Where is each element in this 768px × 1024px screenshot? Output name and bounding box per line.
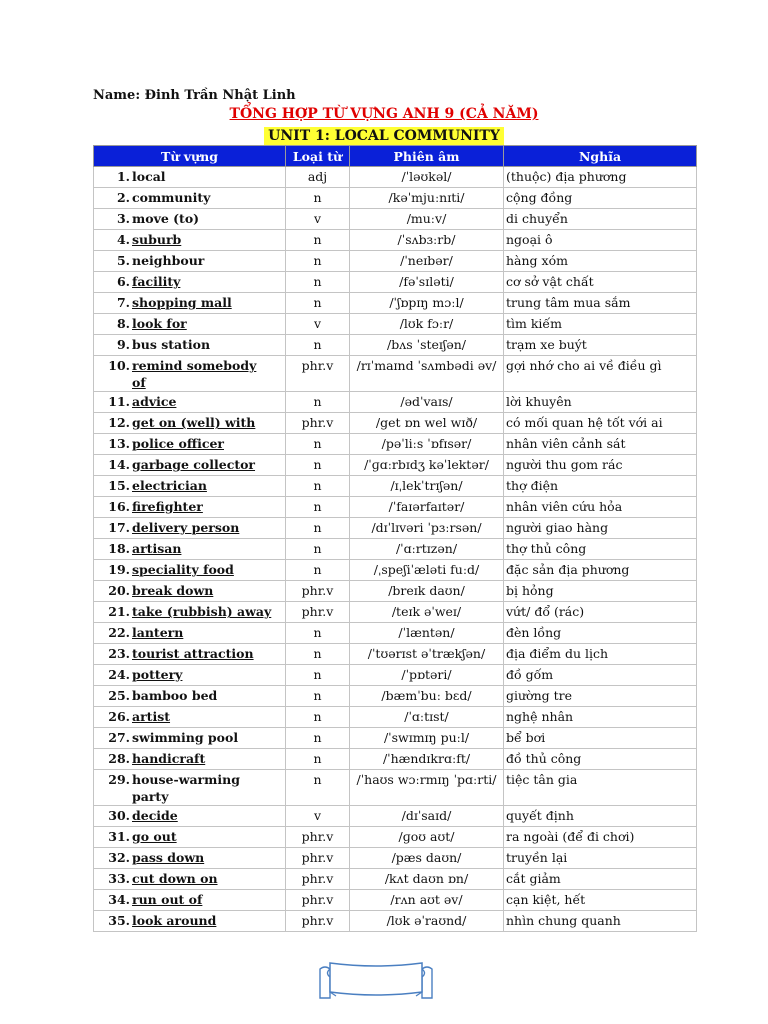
pronunciation-cell: /ˈhændɪkrɑːft/	[350, 749, 504, 770]
word-cell	[94, 335, 286, 356]
word-cell	[94, 827, 286, 848]
meaning-cell: ngoại ô	[504, 230, 697, 251]
row-number: 19.	[108, 562, 130, 577]
pronunciation-cell: /lʊk əˈraʊnd/	[350, 911, 504, 932]
word-text: bus station	[132, 337, 211, 352]
header-pronunciation: Phiên âm	[350, 146, 504, 167]
meaning-cell: người thu gom rác	[504, 455, 697, 476]
word-cell	[94, 749, 286, 770]
pronunciation-cell: /pəˈliːs ˈɒfɪsər/	[350, 434, 504, 455]
row-number: 26.	[108, 709, 130, 724]
table-row	[94, 188, 697, 209]
meaning-cell: người giao hàng	[504, 518, 697, 539]
word-type-cell: n	[286, 434, 350, 455]
word-type-cell: n	[286, 272, 350, 293]
word-text: local	[132, 169, 166, 184]
meaning-cell: truyền lại	[504, 848, 697, 869]
row-number: 34.	[108, 892, 130, 907]
word-type-cell: n	[286, 455, 350, 476]
word-type-cell: phr.v	[286, 602, 350, 623]
pronunciation-cell: /dɪˈlɪvəri ˈpɜːrsən/	[350, 518, 504, 539]
pronunciation-cell: /breɪk daʊn/	[350, 581, 504, 602]
pronunciation-cell: /dɪˈsaɪd/	[350, 806, 504, 827]
row-number: 3.	[116, 211, 130, 226]
word-text: shopping mall	[132, 295, 232, 310]
table-row	[94, 770, 697, 806]
meaning-cell: quyết định	[504, 806, 697, 827]
row-number: 18.	[108, 541, 130, 556]
table-row	[94, 602, 697, 623]
header-meaning: Nghĩa	[504, 146, 697, 167]
word-type-cell: phr.v	[286, 413, 350, 434]
word-text: remind somebody of	[132, 358, 257, 390]
row-number: 11.	[108, 394, 130, 409]
word-cell	[94, 455, 286, 476]
word-text: break down	[132, 583, 214, 598]
word-text: tourist attraction	[132, 646, 254, 661]
meaning-cell: gợi nhớ cho ai về điều gì	[504, 356, 697, 392]
row-number: 7.	[116, 295, 130, 310]
meaning-cell: đặc sản địa phương	[504, 560, 697, 581]
word-text: artisan	[132, 541, 182, 556]
word-type-cell: phr.v	[286, 890, 350, 911]
row-number: 1.	[116, 169, 130, 184]
word-cell	[94, 230, 286, 251]
pronunciation-cell: /teɪk əˈweɪ/	[350, 602, 504, 623]
word-text: look for	[132, 316, 187, 331]
document-title-text: TỔNG HỢP TỪ VỰNG ANH 9 (CẢ NĂM)	[229, 106, 539, 122]
word-cell	[94, 539, 286, 560]
table-row	[94, 728, 697, 749]
word-cell	[94, 434, 286, 455]
table-row	[94, 434, 697, 455]
word-cell	[94, 518, 286, 539]
word-text: take (rubbish) away	[132, 604, 272, 619]
word-cell	[94, 356, 286, 392]
table-row	[94, 167, 697, 188]
word-cell	[94, 272, 286, 293]
meaning-cell: nhân viên cảnh sát	[504, 434, 697, 455]
row-number: 28.	[108, 751, 130, 766]
row-number: 23.	[108, 646, 130, 661]
word-text: advice	[132, 394, 177, 409]
table-row	[94, 209, 697, 230]
meaning-cell: giường tre	[504, 686, 697, 707]
row-number: 9.	[116, 337, 130, 352]
pronunciation-cell: /rʌn aʊt əv/	[350, 890, 504, 911]
word-cell	[94, 314, 286, 335]
table-row	[94, 314, 697, 335]
pronunciation-cell: /ˈɑːtɪst/	[350, 707, 504, 728]
table-header-row	[94, 146, 697, 167]
pronunciation-cell: /lʊk fɔːr/	[350, 314, 504, 335]
pronunciation-cell: /ˈswɪmɪŋ puːl/	[350, 728, 504, 749]
meaning-cell: bị hỏng	[504, 581, 697, 602]
meaning-cell: cạn kiệt, hết	[504, 890, 697, 911]
row-number: 16.	[108, 499, 130, 514]
meaning-cell: nhìn chung quanh	[504, 911, 697, 932]
meaning-cell: đồ gốm	[504, 665, 697, 686]
word-type-cell: n	[286, 686, 350, 707]
pronunciation-cell: /rɪˈmaɪnd ˈsʌmbədi əv/	[350, 356, 504, 392]
student-name: Name: Đinh Trần Nhật Linh	[93, 88, 296, 103]
row-number: 6.	[116, 274, 130, 289]
word-type-cell: v	[286, 209, 350, 230]
word-cell	[94, 581, 286, 602]
word-cell	[94, 623, 286, 644]
table-row	[94, 644, 697, 665]
row-number: 12.	[108, 415, 130, 430]
meaning-cell: trạm xe buýt	[504, 335, 697, 356]
table-row	[94, 335, 697, 356]
row-number: 14.	[108, 457, 130, 472]
table-row	[94, 749, 697, 770]
word-cell	[94, 293, 286, 314]
table-row	[94, 476, 697, 497]
word-cell	[94, 890, 286, 911]
row-number: 27.	[108, 730, 130, 745]
word-type-cell: phr.v	[286, 869, 350, 890]
table-row	[94, 827, 697, 848]
meaning-cell: nhân viên cứu hỏa	[504, 497, 697, 518]
table-row	[94, 686, 697, 707]
pronunciation-cell: /kʌt daʊn ɒn/	[350, 869, 504, 890]
meaning-cell: đồ thủ công	[504, 749, 697, 770]
row-number: 33.	[108, 871, 130, 886]
header-word: Từ vựng	[94, 146, 286, 167]
word-type-cell: n	[286, 497, 350, 518]
word-text: house-warming party	[132, 772, 240, 804]
meaning-cell: (thuộc) địa phương	[504, 167, 697, 188]
word-type-cell: n	[286, 539, 350, 560]
word-text: decide	[132, 808, 178, 823]
row-number: 30.	[108, 808, 130, 823]
pronunciation-cell: /ˈɡɑːrbɪdʒ kəˈlektər/	[350, 455, 504, 476]
row-number: 22.	[108, 625, 130, 640]
table-row	[94, 911, 697, 932]
table-row	[94, 539, 697, 560]
meaning-cell: hàng xóm	[504, 251, 697, 272]
word-type-cell: v	[286, 806, 350, 827]
pronunciation-cell: /ədˈvaɪs/	[350, 392, 504, 413]
meaning-cell: cộng đồng	[504, 188, 697, 209]
word-type-cell: phr.v	[286, 848, 350, 869]
pronunciation-cell: /ˈɑːrtɪzən/	[350, 539, 504, 560]
word-cell	[94, 602, 286, 623]
pronunciation-cell: /ˈpɒtəri/	[350, 665, 504, 686]
word-text: speciality food	[132, 562, 234, 577]
table-row	[94, 413, 697, 434]
pronunciation-cell: /ˈfaɪərfaɪtər/	[350, 497, 504, 518]
pronunciation-cell: /kəˈmjuːnɪti/	[350, 188, 504, 209]
pronunciation-cell: /fəˈsɪləti/	[350, 272, 504, 293]
table-row	[94, 272, 697, 293]
row-number: 2.	[116, 190, 130, 205]
pronunciation-cell: /ˈtʊərɪst əˈtrækʃən/	[350, 644, 504, 665]
word-text: police officer	[132, 436, 224, 451]
row-number: 25.	[108, 688, 130, 703]
pronunciation-cell: /ˈʃɒpɪŋ mɔːl/	[350, 293, 504, 314]
word-text: look around	[132, 913, 217, 928]
vocabulary-table	[93, 145, 697, 932]
row-number: 32.	[108, 850, 130, 865]
word-cell	[94, 728, 286, 749]
word-text: run out of	[132, 892, 203, 907]
table-row	[94, 869, 697, 890]
word-cell	[94, 806, 286, 827]
meaning-cell: ra ngoài (để đi chơi)	[504, 827, 697, 848]
word-type-cell: n	[286, 476, 350, 497]
word-cell	[94, 476, 286, 497]
row-number: 10.	[108, 358, 130, 373]
meaning-cell: có mối quan hệ tốt với ai	[504, 413, 697, 434]
row-number: 31.	[108, 829, 130, 844]
pronunciation-cell: /ˈlæntən/	[350, 623, 504, 644]
word-cell	[94, 392, 286, 413]
unit-heading	[0, 125, 768, 146]
word-type-cell: n	[286, 707, 350, 728]
word-text: pass down	[132, 850, 205, 865]
word-text: move (to)	[132, 211, 200, 226]
pronunciation-cell: /muːv/	[350, 209, 504, 230]
meaning-cell: thợ điện	[504, 476, 697, 497]
table-row	[94, 251, 697, 272]
pronunciation-cell: /get ɒn wel wɪð/	[350, 413, 504, 434]
word-type-cell: n	[286, 770, 350, 806]
unit-label: UNIT 1: LOCAL COMMUNITY	[264, 127, 504, 146]
word-cell	[94, 560, 286, 581]
word-text: neighbour	[132, 253, 205, 268]
pronunciation-cell: /ˈsʌbɜːrb/	[350, 230, 504, 251]
word-cell	[94, 911, 286, 932]
meaning-cell: thợ thủ công	[504, 539, 697, 560]
word-type-cell: n	[286, 392, 350, 413]
word-text: pottery	[132, 667, 183, 682]
word-text: electrician	[132, 478, 207, 493]
word-text: artist	[132, 709, 171, 724]
word-type-cell: phr.v	[286, 581, 350, 602]
word-type-cell: n	[286, 644, 350, 665]
word-text: get on (well) with	[132, 415, 256, 430]
word-type-cell: n	[286, 560, 350, 581]
pronunciation-cell: /bʌs ˈsteɪʃən/	[350, 335, 504, 356]
word-cell	[94, 209, 286, 230]
row-number: 4.	[116, 232, 130, 247]
word-cell	[94, 770, 286, 806]
word-text: community	[132, 190, 211, 205]
word-cell	[94, 167, 286, 188]
word-type-cell: n	[286, 623, 350, 644]
table-row	[94, 848, 697, 869]
pronunciation-cell: /ˈneɪbər/	[350, 251, 504, 272]
word-text: lantern	[132, 625, 184, 640]
word-type-cell: n	[286, 335, 350, 356]
word-text: go out	[132, 829, 177, 844]
meaning-cell: bể bơi	[504, 728, 697, 749]
table-row	[94, 230, 697, 251]
word-text: garbage collector	[132, 457, 256, 472]
word-text: handicraft	[132, 751, 206, 766]
word-type-cell: n	[286, 293, 350, 314]
table-row	[94, 665, 697, 686]
pronunciation-cell: /bæmˈbuː bɛd/	[350, 686, 504, 707]
meaning-cell: tìm kiếm	[504, 314, 697, 335]
word-type-cell: n	[286, 518, 350, 539]
table-row	[94, 293, 697, 314]
word-type-cell: n	[286, 230, 350, 251]
word-text: bamboo bed	[132, 688, 218, 703]
table-row	[94, 392, 697, 413]
pronunciation-cell: /ˈləʊkəl/	[350, 167, 504, 188]
word-type-cell: phr.v	[286, 827, 350, 848]
table-row	[94, 707, 697, 728]
pronunciation-cell: /ˌspeʃiˈæləti fuːd/	[350, 560, 504, 581]
word-type-cell: adj	[286, 167, 350, 188]
row-number: 24.	[108, 667, 130, 682]
word-cell	[94, 497, 286, 518]
table-row	[94, 806, 697, 827]
table-row	[94, 581, 697, 602]
row-number: 35.	[108, 913, 130, 928]
word-text: delivery person	[132, 520, 240, 535]
pronunciation-cell: /pæs daʊn/	[350, 848, 504, 869]
word-cell	[94, 686, 286, 707]
document-title	[0, 106, 768, 122]
meaning-cell: tiệc tân gia	[504, 770, 697, 806]
table-row	[94, 518, 697, 539]
word-text: facility	[132, 274, 181, 289]
word-type-cell: n	[286, 251, 350, 272]
row-number: 17.	[108, 520, 130, 535]
word-type-cell: n	[286, 188, 350, 209]
row-number: 29.	[108, 772, 130, 787]
row-number: 13.	[108, 436, 130, 451]
table-row	[94, 890, 697, 911]
word-cell	[94, 869, 286, 890]
meaning-cell: đèn lồng	[504, 623, 697, 644]
word-type-cell: phr.v	[286, 356, 350, 392]
word-cell	[94, 413, 286, 434]
pronunciation-cell: /ɡoʊ aʊt/	[350, 827, 504, 848]
meaning-cell: cơ sở vật chất	[504, 272, 697, 293]
row-number: 8.	[116, 316, 130, 331]
table-row	[94, 497, 697, 518]
meaning-cell: địa điểm du lịch	[504, 644, 697, 665]
word-cell	[94, 644, 286, 665]
meaning-cell: lời khuyên	[504, 392, 697, 413]
meaning-cell: cắt giảm	[504, 869, 697, 890]
table-row	[94, 356, 697, 392]
word-text: swimming pool	[132, 730, 239, 745]
word-type-cell: n	[286, 728, 350, 749]
word-text: cut down on	[132, 871, 218, 886]
table-row	[94, 455, 697, 476]
word-type-cell: phr.v	[286, 911, 350, 932]
ribbon-decoration	[318, 960, 434, 1000]
word-cell	[94, 707, 286, 728]
word-type-cell: v	[286, 314, 350, 335]
word-cell	[94, 848, 286, 869]
meaning-cell: di chuyển	[504, 209, 697, 230]
word-cell	[94, 665, 286, 686]
meaning-cell: nghệ nhân	[504, 707, 697, 728]
meaning-cell: trung tâm mua sắm	[504, 293, 697, 314]
table-row	[94, 560, 697, 581]
word-text: firefighter	[132, 499, 203, 514]
row-number: 5.	[116, 253, 130, 268]
word-cell	[94, 251, 286, 272]
meaning-cell: vứt/ đổ (rác)	[504, 602, 697, 623]
word-type-cell: n	[286, 749, 350, 770]
pronunciation-cell: /ɪˌlekˈtrɪʃən/	[350, 476, 504, 497]
header-word-type: Loại từ	[286, 146, 350, 167]
row-number: 21.	[108, 604, 130, 619]
row-number: 20.	[108, 583, 130, 598]
pronunciation-cell: /ˈhaʊs wɔːrmɪŋ ˈpɑːrti/	[350, 770, 504, 806]
row-number: 15.	[108, 478, 130, 493]
vocabulary-rows	[94, 167, 697, 932]
word-cell	[94, 188, 286, 209]
table-row	[94, 623, 697, 644]
word-type-cell: n	[286, 665, 350, 686]
word-text: suburb	[132, 232, 182, 247]
